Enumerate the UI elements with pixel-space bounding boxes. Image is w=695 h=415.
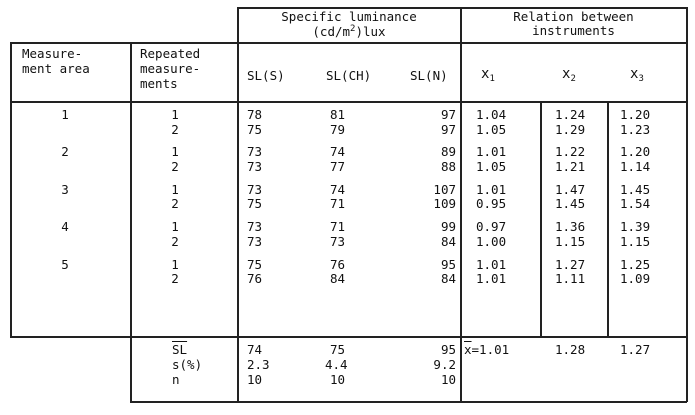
cell-x3: 1.14 (620, 159, 651, 174)
cell-x2: 1.27 (555, 256, 586, 272)
cell-sls: 75 (247, 196, 263, 212)
cell-x1: 1.05 (476, 159, 507, 174)
cell-x2: 1.36 (555, 219, 586, 235)
summary-x3-mean: 1.27 (620, 342, 651, 357)
cell-sln: 99 (440, 219, 456, 235)
header-rep-line1: Repeated (140, 46, 201, 61)
cell-x2: 1.45 (555, 196, 586, 212)
cell-sln: 109 (433, 196, 456, 212)
cell-x3: 1.39 (620, 219, 651, 235)
cell-area: 1 (61, 107, 69, 122)
cell-sln: 97 (440, 107, 456, 122)
cell-rep: 1 (171, 181, 179, 197)
header-sln: SL(N) (410, 68, 448, 83)
cell-x3: 1.25 (620, 256, 651, 272)
cell-x2: 1.21 (555, 159, 586, 174)
cell-sls: 78 (247, 107, 263, 122)
cell-sls: 73 (247, 233, 263, 249)
cell-sls: 73 (247, 159, 263, 174)
header-relation-line2: instruments (532, 23, 615, 38)
header-rep-line3: ments (140, 76, 178, 91)
header-sl-unit (238, 25, 460, 41)
summary-mean-sls: 74 (247, 342, 263, 357)
rule-x2-x3 (607, 101, 609, 336)
summary-s-sls: 2.3 (247, 357, 270, 372)
cell-x1: 1.01 (476, 181, 507, 197)
header-area-line1: Measure- (22, 46, 83, 61)
cell-x3: 1.09 (620, 271, 651, 287)
summary-n-label: n (172, 372, 180, 387)
cell-slch: 76 (330, 256, 346, 272)
header-x2: $x_2$ (562, 66, 576, 84)
cell-sln: 89 (440, 144, 456, 160)
header-x1: $x_1$ (481, 66, 495, 84)
cell-slch: 71 (330, 219, 346, 235)
cell-area: 3 (61, 181, 69, 197)
cell-sln: 84 (440, 233, 456, 249)
cell-sln: 97 (440, 121, 456, 137)
cell-x2: 1.15 (555, 233, 586, 249)
cell-sls: 73 (247, 219, 263, 235)
summary-mean-slch: 75 (330, 342, 346, 357)
summary-x2-mean: 1.28 (555, 342, 586, 357)
cell-rep: 1 (171, 256, 179, 272)
cell-rep: 1 (171, 107, 179, 122)
cell-x3: 1.54 (620, 196, 651, 212)
header-slch: SL(CH) (326, 68, 372, 83)
header-sls: SL(S) (247, 68, 285, 83)
cell-x3: 1.23 (620, 121, 651, 137)
rule-header-bottom (10, 101, 687, 103)
cell-area: 2 (61, 144, 69, 160)
cell-x3: 1.45 (620, 181, 651, 197)
cell-x1: 0.97 (476, 219, 507, 235)
cell-slch: 71 (330, 196, 346, 212)
cell-slch: 74 (330, 181, 346, 197)
cell-x3: 1.20 (620, 144, 651, 160)
header-rep-line2: measure- (140, 61, 201, 76)
cell-sln: 88 (440, 159, 456, 174)
rule-rep-sl (237, 7, 239, 402)
cell-x2: 1.47 (555, 181, 586, 197)
cell-rep: 1 (171, 219, 179, 235)
cell-sls: 73 (247, 181, 263, 197)
cell-x1: 1.01 (476, 256, 507, 272)
cell-slch: 79 (330, 121, 346, 137)
header-relation-line1: Relation between (513, 9, 634, 24)
cell-x3: 1.20 (620, 107, 651, 122)
cell-x1: 0.95 (476, 196, 507, 212)
header-x3: $x_3$ (630, 66, 644, 84)
cell-x1: 1.04 (476, 107, 507, 122)
rule-left (10, 42, 12, 337)
summary-mean-label: $\overline{SL}$ (172, 342, 188, 357)
rule-x1-x2 (540, 101, 542, 336)
summary-mean-sln: 95 (440, 342, 456, 357)
cell-rep: 2 (171, 271, 179, 287)
cell-slch: 77 (330, 159, 346, 174)
rule-right (686, 7, 688, 402)
header-area-line2: ment area (22, 61, 90, 76)
cell-sls: 76 (247, 271, 263, 287)
summary-n-sln: 10 (440, 372, 456, 387)
rule-body-bottom (10, 336, 687, 338)
cell-x2: 1.22 (555, 144, 586, 160)
cell-area: 4 (61, 219, 69, 235)
cell-x2: 1.29 (555, 121, 586, 137)
rule-header-upper (10, 42, 687, 44)
cell-sln: 84 (440, 271, 456, 287)
cell-x3: 1.15 (620, 233, 651, 249)
cell-sls: 73 (247, 144, 263, 160)
summary-s-slch: 4.4 (325, 357, 348, 372)
cell-x2: 1.24 (555, 107, 586, 122)
summary-xbar: $\overline{x}=1.01$ (464, 342, 510, 357)
unit-suffix: )lux (355, 24, 386, 39)
cell-sln: 107 (433, 181, 456, 197)
summary-s-label: s(%) (172, 357, 203, 372)
unit-prefix: (cd/m (312, 24, 351, 39)
rule-summary-bottom (130, 401, 687, 403)
cell-x2: 1.11 (555, 271, 586, 287)
summary-s-sln: 9.2 (433, 357, 456, 372)
summary-n-slch: 10 (330, 372, 346, 387)
cell-rep: 2 (171, 233, 179, 249)
cell-slch: 74 (330, 144, 346, 160)
cell-sls: 75 (247, 121, 263, 137)
cell-x1: 1.01 (476, 144, 507, 160)
cell-x1: 1.00 (476, 233, 507, 249)
cell-sln: 95 (440, 256, 456, 272)
rule-sl-rel (460, 7, 462, 402)
unit-superscript: 2 (350, 24, 356, 34)
cell-x1: 1.01 (476, 271, 507, 287)
cell-slch: 73 (330, 233, 346, 249)
cell-area: 5 (61, 256, 69, 272)
header-sl-group: Specific luminance (281, 9, 417, 24)
cell-slch: 81 (330, 107, 346, 122)
summary-n-sls: 10 (247, 372, 263, 387)
cell-slch: 84 (330, 271, 346, 287)
cell-rep: 2 (171, 121, 179, 137)
cell-x1: 1.05 (476, 121, 507, 137)
cell-sls: 75 (247, 256, 263, 272)
cell-rep: 2 (171, 196, 179, 212)
cell-rep: 1 (171, 144, 179, 160)
rule-area-rep (130, 42, 132, 402)
cell-rep: 2 (171, 159, 179, 174)
